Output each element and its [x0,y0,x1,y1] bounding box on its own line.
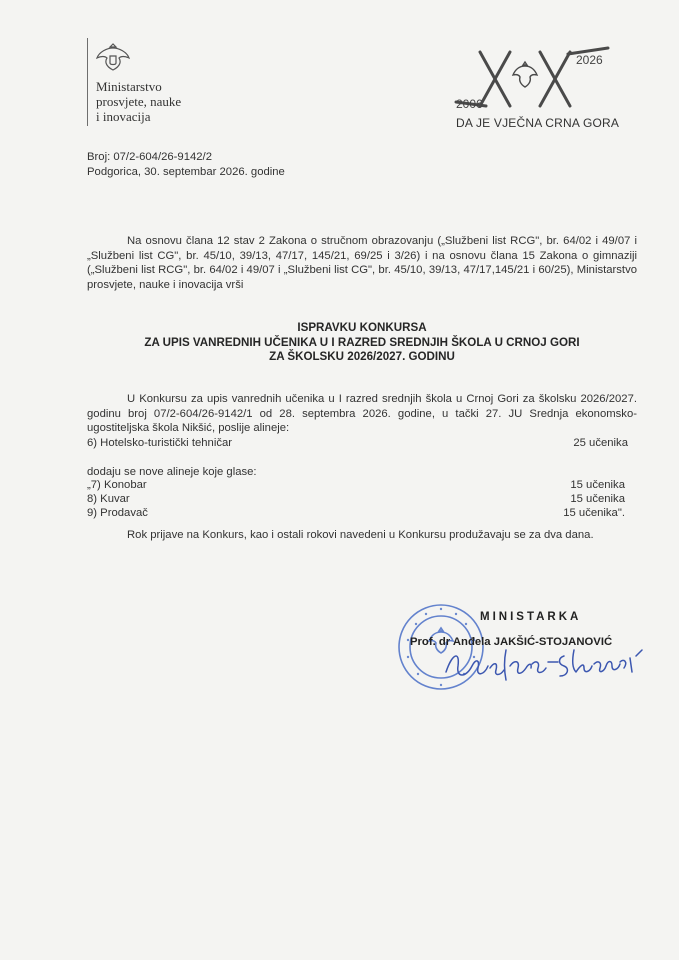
ministry-name [96,79,181,124]
signatory-name: Prof. dr Anđela JAKŠIĆ-STOJANOVIĆ [410,636,613,648]
intro-paragraph: Na osnovu člana 12 stav 2 Zakona o stručnom obrazovanju („Službeni list RCG", br. 64/02 i 49/07 i „Službeni list CG", br. 45/10, 39/13, 47/17, 145/21, 69/25 i 3/26) i na osnovu člana 15 Zakona o gimnaziji („Službeni list RCG", br. 64/02 i 49/07 i „Službeni list CG", br. 45/10, 39/13, 47/17,145/21 i 60/25), Ministarstvo prosvjete, nauke i inovacija vrši [87,235,637,291]
item-label: 9) Prodavač [87,507,148,519]
item-count: 15 učenika [570,493,625,505]
ministry-line: Ministarstvo [96,79,162,94]
ministry-line: i inovacija [96,109,151,124]
handwritten-signature [440,642,650,690]
closing-text: Rok prijave na Konkurs, kao i ostali rokovi navedeni u Konkursu produžavaju se za dva dana. [127,529,594,541]
reference-number: Broj: 07/2-604/26-9142/2 [87,151,212,163]
item-label: 8) Kuvar [87,493,130,505]
jubilee-year-start: 2006 [456,97,483,111]
jubilee-logo [448,44,626,130]
ministry-line: prosvjete, nauke [96,94,182,109]
item-count: 15 učenika [570,479,625,491]
title-line: ISPRAVKU KONKURSA [297,321,427,334]
title-line: ZA UPIS VANREDNIH UČENIKA U I RAZRED SREDNJIH ŠKOLA U CRNOJ GORI [144,335,580,349]
jubilee-year-end: 2026 [576,53,603,67]
signatory-title: MINISTARKA [480,611,582,623]
item-label: 6) Hotelsko-turistički tehničar [87,437,233,449]
title-line: ZA ŠKOLSKU 2026/2027. GODINU [269,350,455,363]
document-reference [87,150,285,179]
item-label: „7) Konobar [87,479,147,491]
body-paragraph: U Konkursu za upis vanrednih učenika u I razred srednjih škola u Crnoj Gori za školsku 2026/2027. godinu broj 07/2-604/26-9142/1 od 28. septembra 2026. godine, u tački 27. JU Srednja ekonomsko-ugostiteljska škola Nikšić, poslije alineje: [87,393,637,434]
new-items-intro: dodaju se nove alineje koje glase: [87,466,257,478]
item-count: 15 učenika". [563,507,625,519]
item-count: 25 učenika [573,437,628,449]
document-title [87,321,637,365]
jubilee-motto: DA JE VJEČNA CRNA GORA [456,116,620,130]
coat-of-arms-icon [92,40,134,76]
reference-place-date: Podgorica, 30. septembar 2026. godine [87,165,285,178]
header-divider [87,38,88,126]
